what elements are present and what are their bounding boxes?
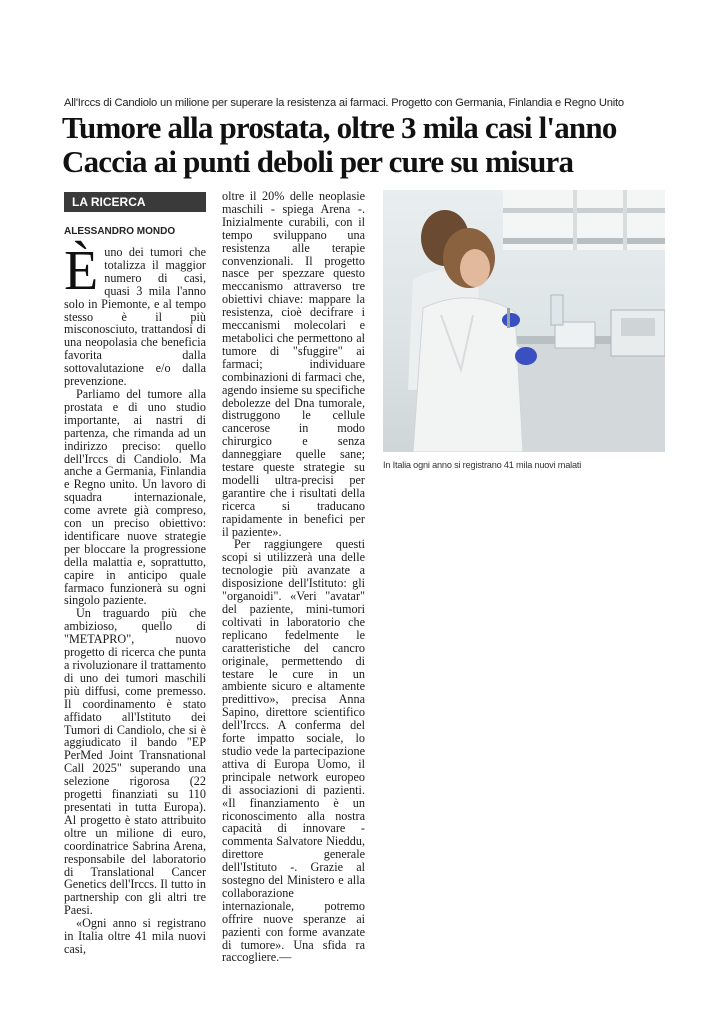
kicker: All'Irccs di Candiolo un milione per superare la resistenza ai farmaci. Progetto con Germania, Finlandia e Regno Unito [64,97,624,109]
headline-line-1: Tumore alla prostata, oltre 3 mila casi l'anno [62,110,617,145]
headline-line-2: Caccia ai punti deboli per cure su misura [62,144,574,179]
article-column-2 [222,190,365,964]
paragraph: oltre il 20% delle neoplasie maschili - spiega Arena -. Inizialmente curabili, con il tempo sviluppano una resistenza alle terapie convenzionali. Il progetto nasce per spezzare questo meccanismo attraverso tre obiettivi chiave: mappare la resistenza, cioè decifrare i meccanismi molecolari e metabolici che permettono al tumore di "sfuggire" ai farmaci; individuare combinazioni di farmaci che, agendo insieme su specifiche debolezze del Dna tumorale, distruggono le cellule cancerose in modo chirurgico e senza danneggiare quelle sane; testare queste strategie su modelli ultra-precisi per garantire che i risultati della ricerca si traducano rapidamente in benefici per il paziente». [222,189,365,539]
lab-scene-illustration [383,190,665,452]
paragraph: «Ogni anno si registrano in Italia oltre 41 mila nuovi casi, [64,916,206,956]
paragraph: Un traguardo più che ambizioso, quello di "METAPRO", nuovo progetto di ricerca che punta a rivoluzionare il trattamento di uno dei tumori maschili più diffusi, come premesso. Il coordinamento è stato affidato all'Istituto dei Tumori di Candiolo, che si è aggiudicato il bando "EP PerMed Joint Transnational Call 2025" superando una selezione rigorosa (22 progetti finanziati su 110 presentati in tutta Europa). Al progetto è stato attribuito oltre un milione di euro, coordinatrice Sabrina Arena, responsabile del laboratorio di Translational Cancer Genetics dell'Irccs. Il tutto in partnership con gli altri tre Paesi. [64,606,206,918]
paragraph [64,240,206,389]
photo-caption: In Italia ogni anno si registrano 41 mila nuovi malati [383,460,582,470]
headline [62,111,682,179]
paragraph-text: uno dei tumori che totalizza il maggior numero di casi, quasi 3 mila l'anno solo in Piemonte, e al tempo stesso è il più misconosciuto, trattandosi di una neopolasia che beneficia favorita dalla sottovalutazione e/o dalla prevenzione. [64,245,206,389]
article-column-1 [64,240,206,956]
drop-cap: È [64,240,99,302]
section-label: LA RICERCA [64,192,206,212]
paragraph: Per raggiungere questi scopi si utilizzerà una delle tecnologie più avanzate a disposizione dell'Istituto: gli "organoidi". «Veri "avatar" del paziente, mini-tumori coltivati in laboratorio che replicano fedelmente le caratteristiche del cancro originale, permettendo di testare le cure in un ambiente sicuro e altamente predittivo», precisa Anna Sapino, direttore scientifico dell'Irccs. A conferma del forte impatto sociale, lo studio vede la partecipazione attiva di Europa Uomo, il principale network europeo di associazioni di pazienti. «Il finanziamento è un riconoscimento alla nostra capacità di innovare - commenta Salvatore Nieddu, direttore generale dell'Istituto -. Grazie al sostegno del Ministero e alla collaborazione internazionale, potremo offrire nuove speranze ai pazienti con forme avanzate di tumore». Una sfida ra raccogliere.— [222,537,365,965]
paragraph: Parliamo del tumore alla prostata e di uno studio importante, ai nastri di partenza, che rimanda ad un indirizzo preciso: quello dell'Irccs di Candiolo. Ma anche a Germania, Finlandia e Regno unito. Un lavoro di squadra internazionale, come avrete già compreso, con un preciso obiettivo: identificare nuove strategie per bloccare la progressione della malattia e, soprattutto, capire in anticipo quale farmaco funzionerà su ogni singolo paziente. [64,386,206,608]
author-byline: ALESSANDRO MONDO [64,226,176,237]
lab-photo [383,190,665,452]
